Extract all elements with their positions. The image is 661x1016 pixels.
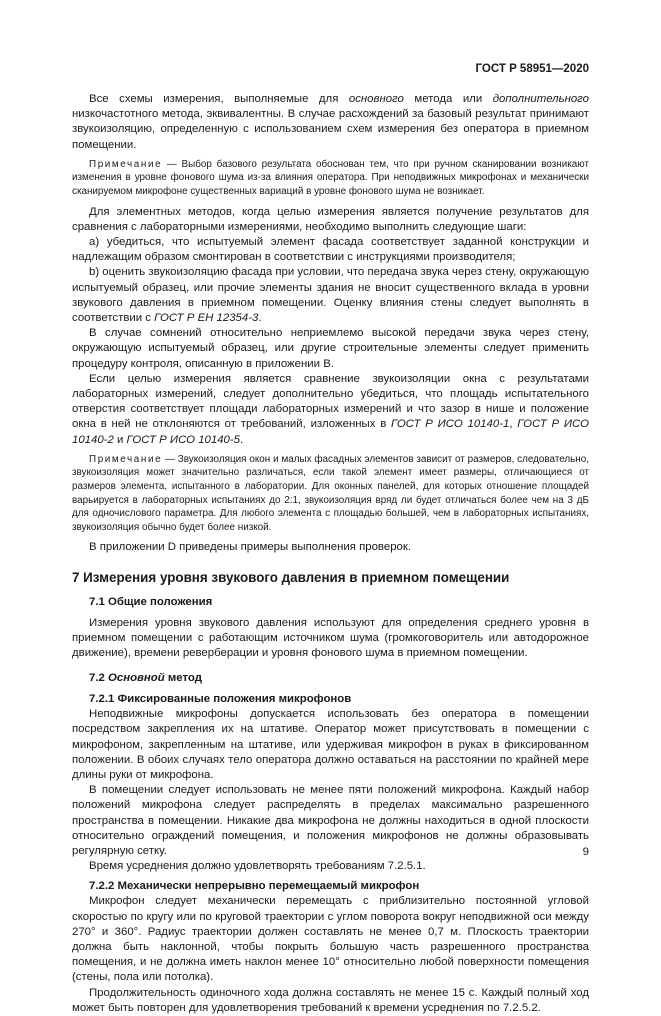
paragraph-window-comparison: Если целью измерения является сравнение звукоизоляции окна с результатами лабораторных измерений, следует дополнительно убедиться, что площадь испытательного отверстия соответствует площади лабораторных измерений и что зазор в нише и положение окна в ней не отклоняются от требований, изложенных в ГОСТ Р ИСО 10140-1, ГОСТ Р ИСО 10140-2 и ГОСТ Р ИСО 10140-5.	[72, 372, 589, 446]
list-item-b: b) оценить звукоизоляцию фасада при условии, что передача звука через стену, окружающую испытуемый образец, или прочие элементы здания не вносит существенного вклада в уровни звукового давления в приемном помещении. Оценку влияния стены следует выполнять в соответствии с ГОСТ Р ЕН 12354-3.	[72, 266, 589, 325]
paragraph-doubts: В случае сомнений относительно неприемлемо высокой передачи звука через стену, окружающую испытуемый образец, или другие строительные элементы следует применить процедуру контроля, описанную в приложении В.	[72, 327, 589, 370]
page-number: 9	[582, 846, 589, 858]
section-7-2-2-heading: 7.2.2 Механически непрерывно перемещаемый микрофон	[89, 880, 420, 893]
paragraph-microphone-positions: В помещении следует использовать не менее пяти положений микрофона. Каждый набор положений микрофона следует распределять в пределах максимально разрешенного пространства в помещении. Никакие два микрофона не должны находиться в одной плоскости относительно ограждений помещения, и положения микрофонов не должны образовывать регулярную сетку.	[72, 784, 589, 858]
note-label: Примечание	[89, 158, 163, 170]
note-label: Примечание	[89, 453, 163, 465]
section-7-2-1-heading: 7.2.1 Фиксированные положения микрофонов	[89, 693, 352, 706]
list-item-a: a) убедиться, что испытуемый элемент фасада соответствует заданной конструкции и надлежащим образом смонтирован в соответствии с инструкциями производителя;	[72, 236, 589, 264]
section-7-1-heading: 7.1 Общие положения	[89, 595, 213, 608]
paragraph-annex-d: В приложении D приведены примеры выполнения проверок.	[89, 541, 412, 554]
reference-link: ГОСТ Р ЕН 12354-3	[154, 312, 259, 325]
paragraph-fixed-microphones: Неподвижные микрофоны допускается использовать без оператора в помещении посредством закрепления их на штативе. Оператор может присутствовать в помещении с микрофоном, закрепленным на штативе, или удерживая микрофон в руках в фиксированном положении. В обоих случаях тело оператора должно оставаться на расстоянии по крайней мере длины руки от микрофона.	[72, 708, 589, 782]
page-content	[72, 92, 589, 1016]
paragraph-equivalence: Все схемы измерения, выполняемые для основного метода или дополнительного низкочастотного метода, эквивалентны. В случае расхождений за базовый результат принимают звукоизоляцию, определенную с использованием схем измерения без оператора в приемном помещении.	[72, 93, 590, 151]
paragraph-moving-microphone: Микрофон следует механически перемещать с приблизительно постоянной угловой скоростью по кругу или по круговой траектории с углом поворота вокруг неподвижной оси между 270° и 360°. Радиус траектории должен составлять не менее 0,7 м. Плоскость траектории должна быть наклонной, чтобы покрыть большую часть разрешенного пространства помещения, и не должна иметь наклон менее 10° относительно любой поверхности помещения (стены, пола или потолка).	[72, 895, 589, 984]
note-base-result: Примечание — Выбор базового результата обоснован тем, что при ручном сканировании возникают изменения в уровне фонового шума из-за влияния оператора. При неподвижных микрофонах и механически сканируемом микрофоне существенных вариаций в уровне фонового шума не возникает.	[72, 158, 589, 197]
section-7-heading: 7 Измерения уровня звукового давления в приемном помещении	[72, 569, 510, 585]
paragraph-element-methods: Для элементных методов, когда целью измерения является получение результатов для сравнения с лабораторными измерениями, необходимо выполнить следующие шаги:	[72, 205, 589, 233]
standard-header: ГОСТ Р 58951—2020	[475, 63, 589, 75]
paragraph-sweep-duration: Продолжительность одиночного хода должна составлять не менее 15 с. Каждый полный ход может быть повторен для удовлетворения требований к времени усреднения по 7.2.5.2.	[72, 986, 589, 1014]
paragraph-averaging-time: Время усреднения должно удовлетворять требованиям 7.2.5.1.	[89, 860, 426, 873]
note-window-size: Примечание — Звукоизоляция окон и малых фасадных элементов зависит от размеров, следовательно, звукоизоляция может значительно различаться, если такой элемент имеет размеры, отличающиеся от размеров элемента, испытанного в лаборатории. Для оконных панелей, для которых отношение площадей варьируется в лабораторных испытаниях до 2:1, звукоизоляция вряд ли будет отличаться более чем на 3 дБ для одночислового параметра. Для любого элемента с площадью большей, чем в лабораторных испытаниях, звукоизоляция обычно будет более низкой.	[72, 453, 589, 533]
section-7-2-heading: 7.2 Основной метод	[89, 672, 202, 685]
paragraph-sound-pressure: Измерения уровня звукового давления используют для определения среднего уровня в приемном помещении с работающим источником шума (громкоговоритель или автодорожное движение), времени реверберации и уровня фонового шума в приемном помещении.	[72, 616, 589, 660]
